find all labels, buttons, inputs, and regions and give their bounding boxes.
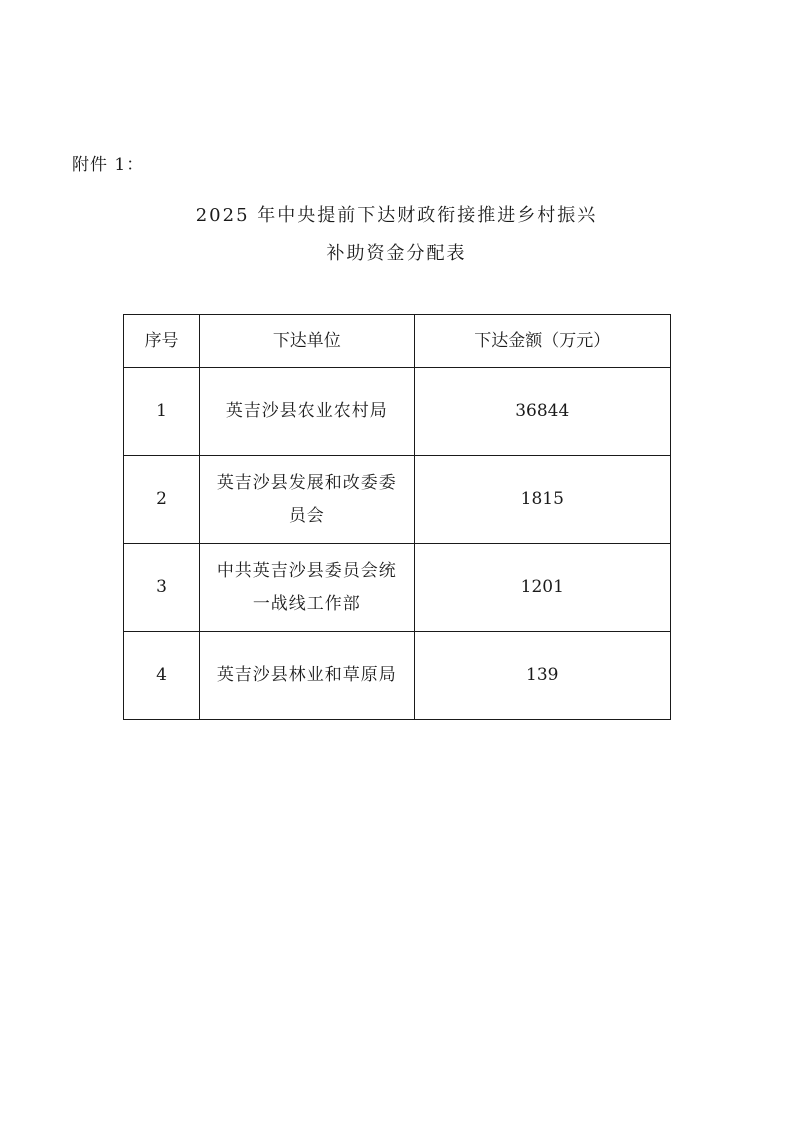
attachment-label: 附件 1：	[72, 155, 145, 175]
row-amount: 36844	[414, 368, 670, 456]
row-amount: 1201	[414, 544, 670, 632]
table-header-row	[124, 315, 671, 368]
row-unit: 英吉沙县农业农村局	[200, 368, 414, 456]
table-row	[124, 544, 671, 632]
allocation-table	[123, 314, 671, 720]
header-unit: 下达单位	[200, 315, 414, 368]
table-row	[124, 368, 671, 456]
row-amount: 139	[414, 632, 670, 720]
document-title-line-1: 2025 年中央提前下达财政衔接推进乡村振兴	[195, 205, 598, 226]
row-amount: 1815	[414, 456, 670, 544]
row-seq: 2	[124, 456, 200, 544]
row-unit: 英吉沙县发展和改委委员会	[200, 456, 414, 544]
row-seq: 1	[124, 368, 200, 456]
row-seq: 4	[124, 632, 200, 720]
table-row	[124, 632, 671, 720]
row-seq: 3	[124, 544, 200, 632]
row-unit: 英吉沙县林业和草原局	[200, 632, 414, 720]
table-row	[124, 456, 671, 544]
header-amount: 下达金额（万元）	[414, 315, 670, 368]
row-unit: 中共英吉沙县委员会统一战线工作部	[200, 544, 414, 632]
document-title-line-2: 补助资金分配表	[326, 243, 467, 264]
header-seq: 序号	[124, 315, 200, 368]
